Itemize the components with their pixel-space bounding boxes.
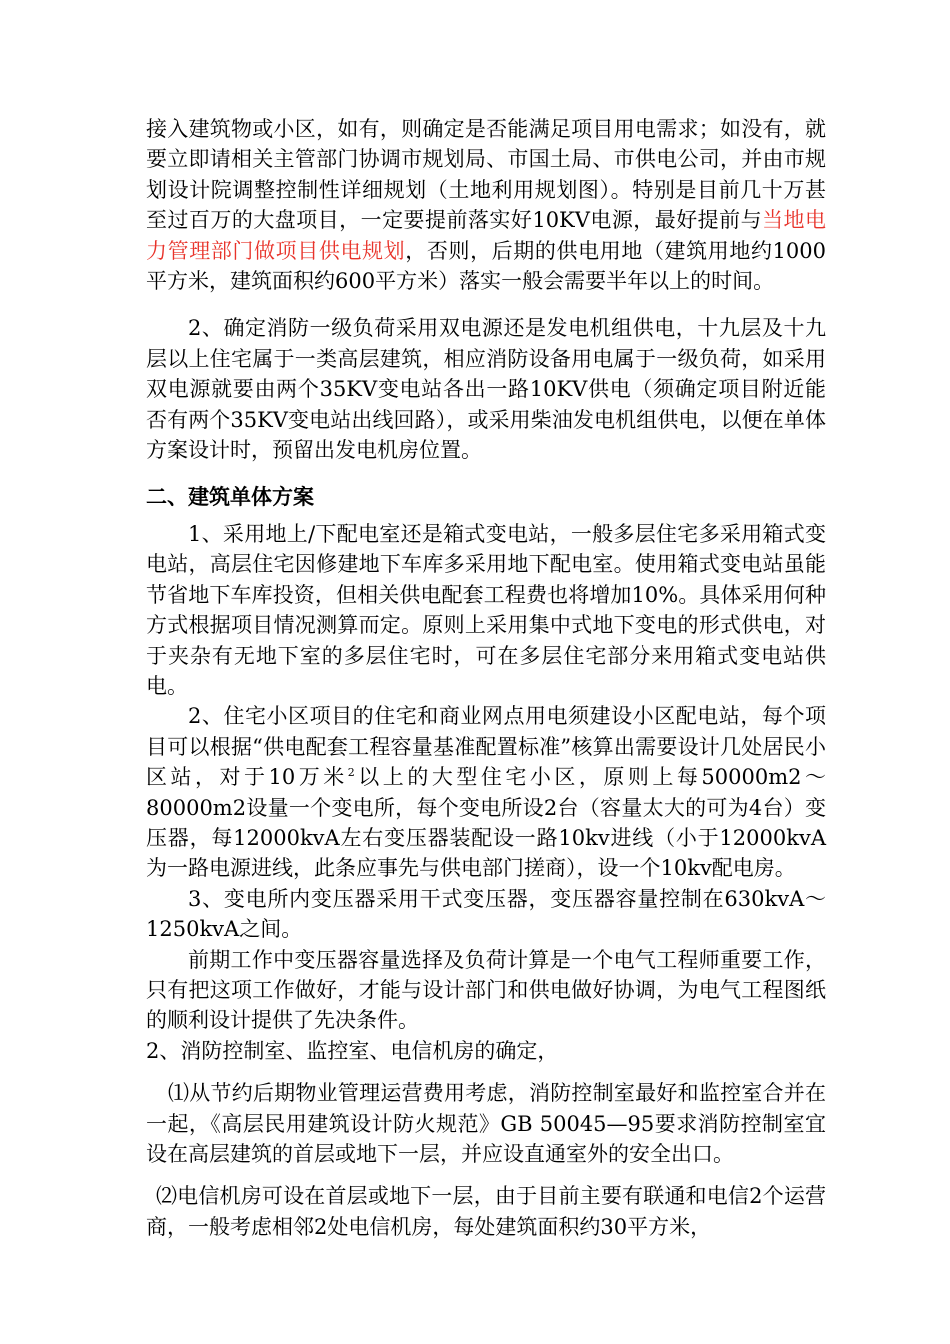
paragraph-transformer-type: 3、变电所内变压器采用干式变压器，变压器容量控制在630kvA～1250kvA之间。 bbox=[146, 886, 826, 942]
paragraph-load-calculation: 前期工作中变压器容量选择及负荷计算是一个电气工程师重要工作，只有把这项工作做好，才能与设计部门和供电做好协调，为电气工程图纸的顺利设计提供了先决条件。 bbox=[146, 947, 826, 1033]
highlighted-text: 当地电力管理部门做项目供电规划 bbox=[146, 208, 827, 263]
paragraph-fire-load-power: 2、确定消防一级负荷采用双电源还是发电机组供电，十九层及十九层以上住宅属于一类高层建筑，相应消防设备用电属于一级负荷，如采用双电源就要由两个35KV变电站各出一路10KV供电（须确定项目附近能否有两个35KV变电站出线回路），或采用柴油发电机组供电，以便在单体方案设计时，预留出发电机房位置。 bbox=[146, 316, 826, 463]
paragraph-fire-control-room: ⑴从节约后期物业管理运营费用考虑，消防控制室最好和监控室合并在一起，《高层民用建筑设计防火规范》GB 50045—95要求消防控制室宜设在高层建筑的首层或地下一层，并应设直通室外的安全出口。 bbox=[146, 1081, 826, 1166]
text-run: 接入建筑物或小区，如有，则确定是否能满足项目用电需求；如没有，就要立即请相关主管部门协调市规划局、市国土局、市供电公司，并由市规划设计院调整控制性详细规划（土地利用规划图）。特别是目前几十万甚至过百万的大盘项目，一定要提前落实好10KV电源，最好提前与 bbox=[146, 117, 826, 233]
paragraph-residential-substation bbox=[146, 701, 826, 883]
text-run: ，否则，后期的供电用地（建筑用地约1000平方米，建筑面积约600平方米）落实一般会需要半年以上的时间。 bbox=[146, 238, 826, 294]
section-heading: 二、建筑单体方案 bbox=[146, 485, 314, 510]
paragraph-power-supply-intro bbox=[146, 114, 826, 296]
paragraph-substation-type: 1、采用地上/下配电室还是箱式变电站，一般多层住宅多采用箱式变电站，高层住宅因修建地下车库多采用地下配电室。使用箱式变电站虽能节省地下车库投资，但相关供电配套工程费也将增加10%。具体采用何种方式根据项目情况测算而定。原则上采用集中式地下变电的形式供电，对于夹杂有无地下室的多层住宅时，可在多层住宅部分来用箱式变电站供电。 bbox=[146, 521, 826, 698]
paragraph-control-room-title: 2、消防控制室、监控室、电信机房的确定， bbox=[146, 1038, 559, 1063]
text-run: 以上的大型住宅小区，原则上每50000m2～80000m2设量一个变电所，每个变电所设2台（容量太大的可为4台）变压器，每12000kvA左右变压器装配设一路10kv进线（小于12000kvA为一路电源进线，此条应事先与供电部门搓商），设一个10kv配电房。 bbox=[146, 765, 826, 881]
text-run: 2、住宅小区项目的住宅和商业网点用电须建设小区配电站，每个项目可以根据“供电配套工程容量基准配置标准”核算出需要设计几处居民小区站，对于10万米 bbox=[146, 704, 826, 790]
superscript: 2 bbox=[347, 766, 355, 780]
paragraph-telecom-room: ⑵电信机房可设在首层或地下一层，由于目前主要有联通和电信2个运营商，一般考虑相邻2处电信机房，每处建筑面积约30平方米， bbox=[146, 1184, 826, 1239]
